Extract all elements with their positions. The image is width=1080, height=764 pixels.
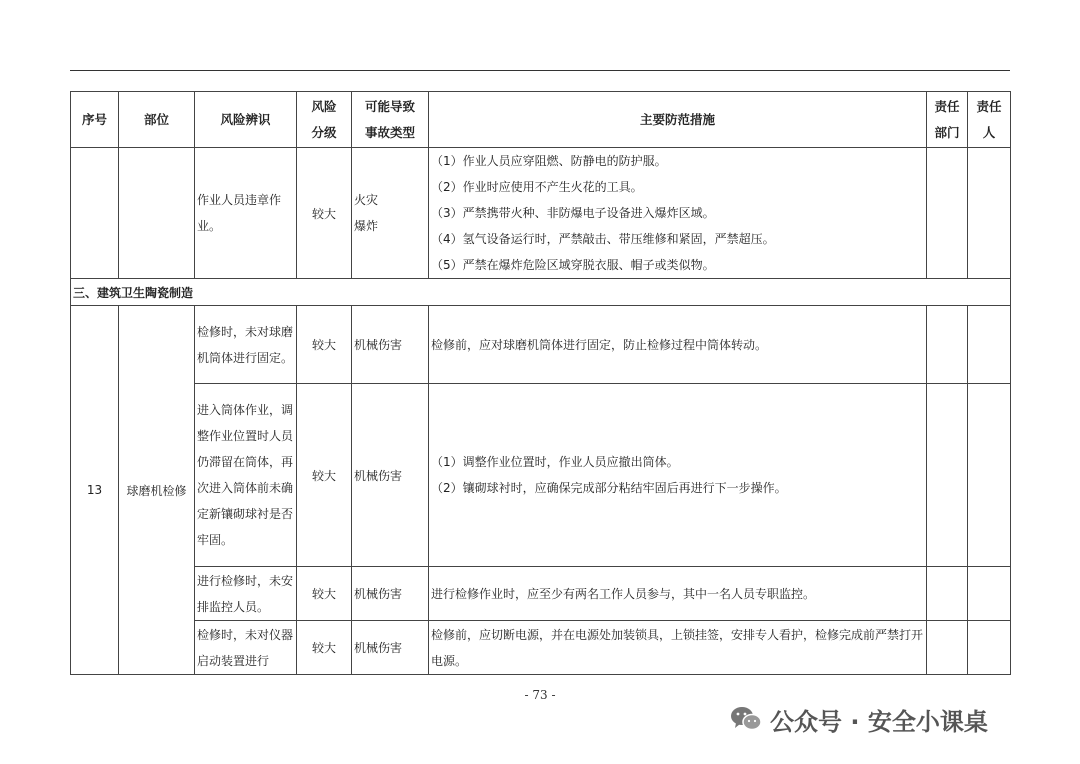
wechat-icon <box>730 705 762 733</box>
header-level-line2: 分级 <box>311 124 337 140</box>
accident-cell <box>352 148 429 279</box>
measure-line: （2）作业时应使用不产生火花的工具。 <box>431 180 643 194</box>
dept-cell <box>927 306 968 384</box>
measure-line: （1）作业人员应穿阻燃、防静电的防护服。 <box>431 154 667 168</box>
table-row <box>71 148 1011 279</box>
level-cell: 较大 <box>297 621 352 675</box>
watermark <box>730 704 988 734</box>
measures-cell: 进行检修作业时，应至少有两名工作人员参与，其中一名人员专职监控。 <box>429 567 927 621</box>
header-accident <box>352 92 429 148</box>
header-person <box>968 92 1011 148</box>
person-cell <box>968 306 1011 384</box>
accident-cell: 机械伤害 <box>352 621 429 675</box>
dept-cell <box>927 384 968 567</box>
header-dept-line1: 责任 <box>934 98 960 114</box>
seq-cell: 13 <box>71 306 119 675</box>
accident-line: 火灾 <box>354 193 379 207</box>
seq-cell <box>71 148 119 279</box>
header-measures: 主要防范措施 <box>429 92 927 148</box>
measures-cell <box>429 384 927 567</box>
level-cell: 较大 <box>297 148 352 279</box>
risk-cell: 进入筒体作业，调整作业位置时人员仍滞留在筒体，再次进入筒体前未确定新镶砌球衬是否牢固。 <box>195 384 297 567</box>
measures-cell: 检修前，应对球磨机筒体进行固定，防止检修过程中筒体转动。 <box>429 306 927 384</box>
measures-cell: 检修前，应切断电源，并在电源处加装锁具，上锁挂签，安排专人看护，检修完成前严禁打开电源。 <box>429 621 927 675</box>
header-risk: 风险辨识 <box>195 92 297 148</box>
dept-cell <box>927 567 968 621</box>
part-cell: 球磨机检修 <box>119 306 195 675</box>
table-row <box>71 621 1011 675</box>
risk-cell: 作业人员违章作业。 <box>195 148 297 279</box>
header-rule <box>70 70 1010 71</box>
measure-line: （2）镶砌球衬时，应确保完成部分粘结牢固后再进行下一步操作。 <box>431 481 787 495</box>
risk-cell: 进行检修时，未安排监控人员。 <box>195 567 297 621</box>
person-cell <box>968 148 1011 279</box>
header-level <box>297 92 352 148</box>
header-person-line1: 责任 <box>976 98 1002 114</box>
measure-line: （4）氢气设备运行时，严禁敲击、带压维修和紧固，严禁超压。 <box>431 232 775 246</box>
risk-table <box>70 91 1011 675</box>
section-title: 三、建筑卫生陶瓷制造 <box>71 279 1011 306</box>
header-part: 部位 <box>119 92 195 148</box>
level-cell: 较大 <box>297 567 352 621</box>
part-cell <box>119 148 195 279</box>
risk-cell: 检修时，未对仪器启动装置进行 <box>195 621 297 675</box>
header-accident-line2: 事故类型 <box>364 124 415 140</box>
level-cell: 较大 <box>297 306 352 384</box>
risk-cell: 检修时，未对球磨机筒体进行固定。 <box>195 306 297 384</box>
header-dept <box>927 92 968 148</box>
header-seq: 序号 <box>71 92 119 148</box>
accident-line: 爆炸 <box>354 219 379 233</box>
person-cell <box>968 621 1011 675</box>
accident-cell: 机械伤害 <box>352 306 429 384</box>
measures-cell <box>429 148 927 279</box>
header-dept-line2: 部门 <box>934 124 960 140</box>
header-person-line2: 人 <box>982 124 996 140</box>
table-row <box>71 567 1011 621</box>
page-number: - 73 - <box>524 688 556 702</box>
person-cell <box>968 567 1011 621</box>
header-row <box>71 92 1011 148</box>
person-cell <box>968 384 1011 567</box>
section-row <box>71 279 1011 306</box>
header-level-line1: 风险 <box>311 98 337 114</box>
dept-cell <box>927 621 968 675</box>
table-row <box>71 306 1011 384</box>
watermark-text: 公众号 · 安全小课桌 <box>770 707 988 736</box>
measure-line: （1）调整作业位置时，作业人员应撤出筒体。 <box>431 455 679 469</box>
measure-line: （3）严禁携带火种、非防爆电子设备进入爆炸区域。 <box>431 206 715 220</box>
measure-line: （5）严禁在爆炸危险区域穿脱衣服、帽子或类似物。 <box>431 258 715 272</box>
header-accident-line1: 可能导致 <box>364 98 415 114</box>
table-row <box>71 384 1011 567</box>
dept-cell <box>927 148 968 279</box>
accident-cell: 机械伤害 <box>352 567 429 621</box>
level-cell: 较大 <box>297 384 352 567</box>
accident-cell: 机械伤害 <box>352 384 429 567</box>
